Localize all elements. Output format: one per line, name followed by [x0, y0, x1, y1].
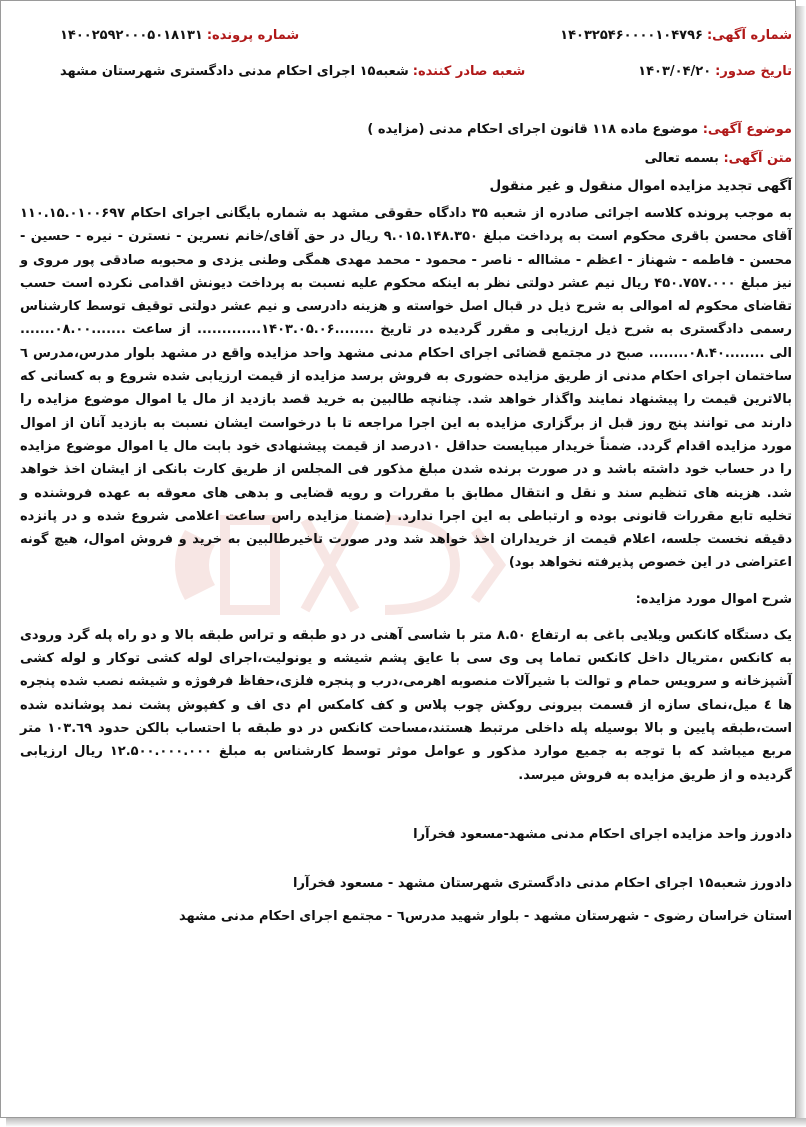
ad-text-line [20, 151, 792, 166]
case-number-field [20, 28, 299, 43]
issue-date-label: تاریخ صدور: [715, 64, 792, 79]
address-line: استان خراسان رضوی - شهرستان مشهد - بلوار شهید مدرس٦ - مجتمع اجرای احکام مدنی مشهد [178, 908, 792, 924]
issuing-branch-value: شعبه۱۵ اجرای احکام مدنی دادگستری شهرستان مشهد [60, 64, 409, 79]
subject-label: موضوع آگهی: [702, 122, 792, 137]
case-number-value: ۱۴۰۰۲۵۹۲۰۰۰۵۰۱۸۱۳۱ [60, 28, 203, 43]
meta-row-date-branch [20, 64, 792, 100]
ad-title: آگهی تجدید مزایده اموال منقول و غیر منقول [489, 178, 792, 194]
meta-row-numbers [20, 28, 792, 64]
document-content [20, 28, 792, 928]
issue-date-value: ۱۴۰۳/۰۴/۲۰ [638, 64, 712, 79]
issuing-branch-field [20, 64, 525, 79]
ad-number-field [560, 28, 792, 43]
page-shadow-bottom [6, 1118, 806, 1127]
subject-value: موضوع ماده ۱۱۸ قانون اجرای احکام مدنی (مزایده ) [367, 122, 699, 137]
ad-text-label: متن آگهی: [723, 151, 792, 166]
signature-block [20, 823, 792, 928]
page-shadow-right [796, 6, 806, 1127]
ad-text-value: بسمه تعالی [644, 151, 719, 166]
property-heading: شرح اموال مورد مزایده: [635, 591, 792, 607]
signature-line-2: دادورز شعبه۱۵ اجرای احکام مدنی دادگستری شهرستان مشهد - مسعود فخرآرا [293, 875, 792, 891]
body-paragraph: به موجب پرونده کلاسه اجرائی صادره از شعبه ۳۵ دادگاه حقوقی مشهد به شماره بایگانی اجرای احکام ۱۱۰.۱۵.۰۱۰۰۶۹۷ آقای محسن باقری محکوم است به پرداخت مبلغ ۹.۰۱۵.۱۴۸.۳۵۰ ریال در حق آقای/خانم نسرین - نسترن - نیره - حسین - محسن - فاطمه - شهناز - اعظم - مشااله - ناصر - محمود - محمد مهدی همگی وطنی یزدی و محبوبه صادقی پور مروی و نیز مبلغ ۴۵۰.۷۵۷.۰۰۰ ریال نیم عشر دولتی نظر به اینکه محکوم علیه نسبت به پرداخت دیونش اقدامی نکرده است حسب تقاضای محکوم له اموالی به شرح ذیل در قبال اصل خواسته و هزینه دادرسی و نیم عشر دولتی توقیف توسط کارشناس رسمی دادگستری به شرح ذیل ارزیابی و مقرر گردیده در تاریخ ........۱۴۰۳.۰۵.۰۶............. از ساعت .......۰۸.۰۰....... الی ........۰۸.۴۰........ صبح در مجتمع قضائی اجرای احکام مدنی مشهد واحد مزایده واقع در مشهد بلوار مدرس،مدرس ٦ ساختمان اجرای احکام مدنی از طریق مزایده حضوری به فروش برسد مزایده از قیمت ارزیابی شده شروع و به کسانی که بالاترین قیمت را پیشنهاد نمایند واگذار خواهد شد. چنانچه طالبین به خرید قصد بازدید از مال یا اموال موضوع مزایده را دارند می توانند پنج روز قبل از برگزاری مزایده به این اجرا مراجعه تا با درخواست ایشان نسبت به بازدید آنان از اموال مورد مزایده اقدام گردد. ضمناً خریدار میبایست حداقل ۱۰درصد از قیمت پیشنهادی خود بابت مال یا اموال موضوع مزایده را در حساب خود داشته باشد و در صورت برنده شدن مبلغ مذکور فی المجلس از طریق کارت بانکی از ایشان اخذ خواهد شد. هزینه های تنظیم سند و نقل و انتقال مطابق با مقررات و رویه قضایی و بدهی های معوقه به عهده فروشنده و تخلیه تابع مقررات قانونی بوده و ارتباطی به این اجرا ندارد. (ضمنا مزایده راس ساعت اعلامی شروع شده و در پانزده دقیقه نخست جلسه، اعلام قیمت از خریداران اخذ خواهد شد ودر صورت تاخیرطالبین به خرید و فروش اموال، هیچ گونه اعتراضی در این خصوص پذیرفته نخواهد بود) [20, 206, 793, 571]
issue-date-field [638, 64, 792, 79]
property-paragraph: یک دستگاه کانکس ویلایی باغی به ارتفاع ۸.۵۰ متر با شاسی آهنی در دو طبقه و تراس طبقه بالا و دو راه پله گرد ورودی به کانکس ،متریال داخل کانکس تماما پی وی سی با عایق پشم شیشه و یونولیت،اجرای لوله کشی توکار و لوله کشی آشپزخانه و سرویس حمام و توالت با شیرآلات منصوبه اهرمی،درب و پنجره فلزی،حفاظ فرفوژه و شیشه نصب شده پنجره ها ٤ میل،نمای سازه از قسمت بیرونی روکش چوب پلاس و کف کامکس ام دی اف و کفپوش پشت نمد پوشانده شده است،طبقه پایین و بالا بوسیله پله داخلی مرتبط هستند،مساحت کانکس در دو طبقه با احتساب بالکن حدود ۱۰۳.٦۹ متر مربع میباشد که با توجه به جمیع موارد مذکور و عوامل موثر توسط کارشناس به مبلغ ۱۲.۵۰۰.۰۰۰.۰۰۰ ریال ارزیابی گردیده و از طریق مزایده به فروش میرسد. [20, 627, 793, 783]
ad-number-value: ۱۴۰۳۲۵۴۶۰۰۰۰۱۰۴۷۹۶ [560, 28, 703, 43]
case-number-label: شماره پرونده: [206, 28, 300, 43]
subject-line [20, 122, 792, 137]
ad-number-label: شماره آگهی: [706, 28, 792, 43]
issuing-branch-label: شعبه صادر کننده: [412, 64, 526, 79]
signature-line-1: دادورز واحد مزایده اجرای احکام مدنی مشهد-مسعود فخرآرا [413, 826, 792, 842]
